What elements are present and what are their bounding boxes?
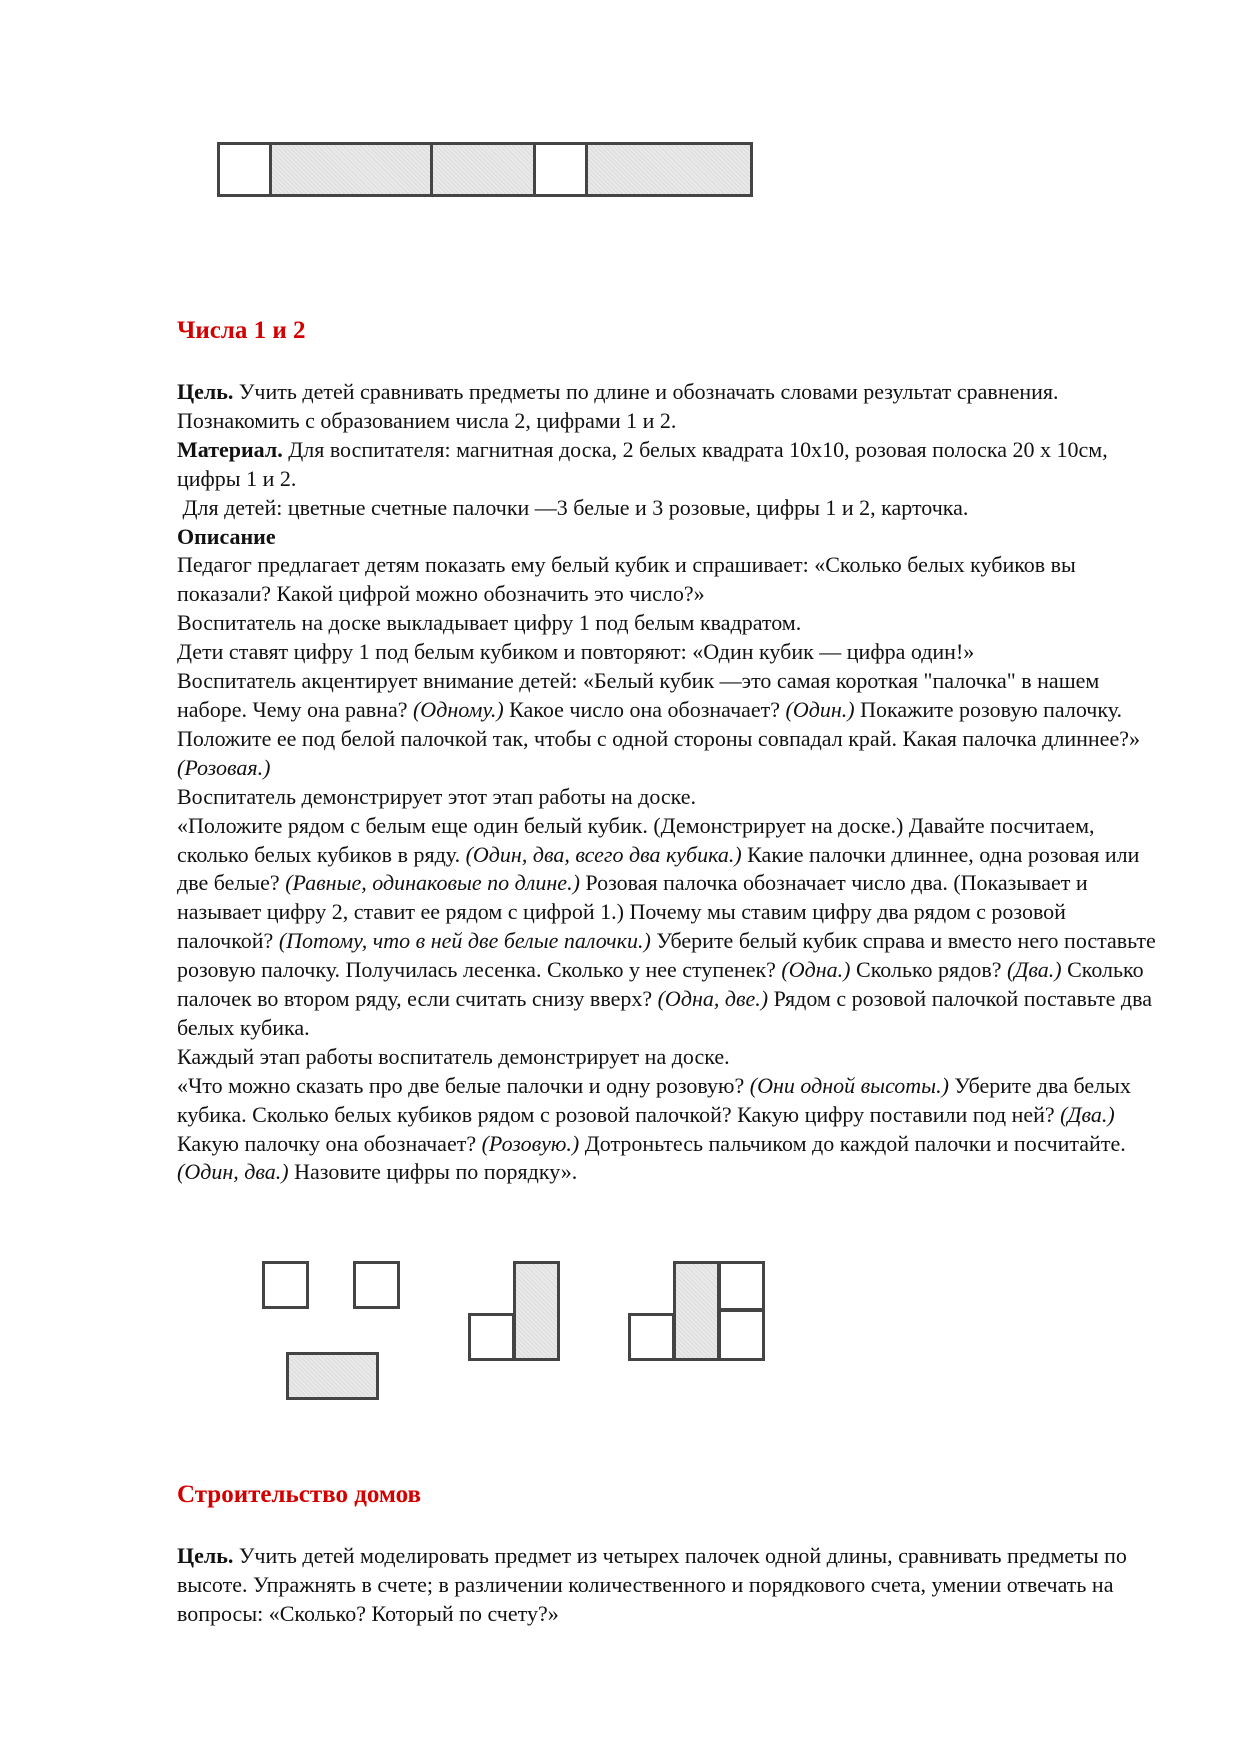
strip-cell-grey [269,142,433,197]
section-title: Числа 1 и 2 [177,317,306,344]
paragraph: Каждый этап работы воспитатель демонстрирует на доске. [177,1043,730,1069]
figure-top-strip [217,142,753,197]
section-title: Строительство домов [177,1481,421,1508]
children-material: Для детей: цветные счетные палочки —3 белые и 3 розовые, цифры 1 и 2, карточка. [177,494,969,520]
white-cube [353,1261,400,1309]
paragraph: Воспитатель на доске выкладывает цифру 1 под белым квадратом. [177,610,802,636]
paragraph: Воспитатель демонстрирует этот этап работы на доске. [177,783,697,809]
section-body [177,1542,1157,1629]
goal-paragraph: Цель. Учить детей сравнивать предметы по длине и обозначать словами результат сравнения. Познакомить с образованием числа 2, цифрами 1 и 2. [177,379,1059,433]
section-body [177,378,1157,1187]
goal-label: Цель. [177,379,234,404]
pink-stick [673,1261,720,1361]
goal-label: Цель. [177,1543,234,1568]
white-cube [628,1313,675,1361]
white-cube [468,1313,515,1361]
material-label: Материал. [177,436,283,462]
goal-paragraph: Цель. Учить детей моделировать предмет из четырех палочек одной длины, сравнивать предметы по высоте. Упражнять в счете; в различении количественного и порядкового счета, умении отвечать на вопросы: «Сколько? Который по счету?» [177,1543,1127,1626]
paragraph: «Положите рядом с белым еще один белый кубик. (Демонстрирует на доске.) Давайте посчитаем, сколько белых кубиков в ряду. (Один, два, всего два кубика.) Какие палочки длиннее, одна розовая или две белые? (Равные, одинаковые по длине.) Розовая палочка обозначает число два. (Показывает и называет цифру 2, ставит ее рядом с цифрой 1.) Почему мы ставим цифру два рядом с розовой палочкой? (Потому, что в ней две белые палочки.) Уберите белый кубик справа и вместо него поставьте розовую палочку. Получилась лесенка. Сколько у нее ступенек? (Одна.) Сколько рядов? (Два.) Сколько палочек во втором ряду, если считать снизу вверх? (Одна, две.) Рядом с розовой палочкой поставьте два белых кубика. [177,812,1156,1040]
strip-cell-white [217,142,272,197]
paragraph: Дети ставят цифру 1 под белым кубиком и повторяют: «Один кубик — цифра один!» [177,639,975,665]
white-cube [718,1309,765,1361]
paragraph: Педагог предлагает детям показать ему белый кубик и спрашивает: «Сколько белых кубиков вы показали? Какой цифрой можно обозначить это число?» [177,552,1076,607]
paragraph: «Что можно сказать про две белые палочки и одну розовую? (Они одной высоты.) Уберите два белых кубика. Сколько белых кубиков рядом с розовой палочкой? Какую цифру поставили под ней? (Два.) Какую палочку она обозначает? (Розовую.) Дотроньтесь пальчиком до каждой палочки и посчитайте. (Один, два.) Назовите цифры по порядку». [177,1072,1131,1185]
pink-stick [513,1261,560,1361]
strip-cell-grey [430,142,536,197]
material-paragraph: Материал. Для воспитателя: магнитная доска, 2 белых квадрата 10x10, розовая полоска 20 x 10см, цифры 1 и 2. [177,436,1108,491]
white-cube [262,1261,309,1309]
white-cube [718,1261,765,1311]
strip-cell-white [533,142,588,197]
paragraph: Воспитатель акцентирует внимание детей: «Белый кубик —это самая короткая "палочка" в нашем наборе. Чему она равна? (Одному.) Какое число она обозначает? (Один.) Покажите розовую палочку. Положите ее под белой палочкой так, чтобы с одной стороны совпадал край. Какая палочка длиннее?» (Розовая.) [177,668,1140,780]
description-label: Описание [177,523,276,549]
pink-stick [286,1352,379,1400]
strip-cell-grey [585,142,753,197]
